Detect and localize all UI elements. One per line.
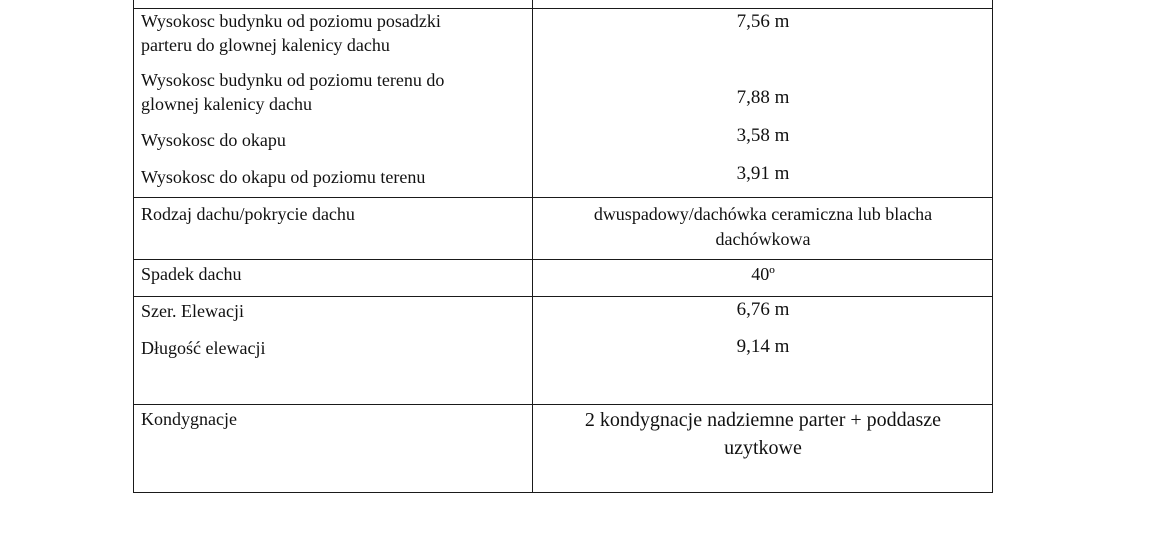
table-row-label: Spadek dachu <box>141 264 242 284</box>
table-row-value: 3,58 m <box>736 125 790 146</box>
table-row-label: Szer. Elewacji <box>141 301 244 321</box>
table-row-value: 3,91 m <box>736 163 790 184</box>
table-row-value: 9,14 m <box>736 336 790 357</box>
table-row-value: 7,56 m <box>736 11 790 32</box>
row-divider <box>134 404 992 405</box>
table-row-value: 6,76 m <box>736 299 790 320</box>
row-divider <box>134 259 992 260</box>
table-row-label: Wysokosc do okapu <box>141 130 286 150</box>
table-row-label: Długość elewacji <box>141 338 266 358</box>
table-row-value: dwuspadowy/dachówka ceramiczna lub blacha dachówkowa <box>593 204 933 249</box>
row-divider <box>134 197 992 198</box>
building-parameters-table <box>133 0 993 493</box>
table-row-label: Wysokosc budynku od poziomu terenu do glownej kalenicy dachu <box>141 70 445 114</box>
table-row-value: 40º <box>751 264 775 284</box>
table-row-value: 2 kondygnacje nadziemne parter + poddasze uzytkowe <box>584 409 942 459</box>
table-row-value: 7,88 m <box>736 87 790 108</box>
table-row-label: Wysokosc budynku od poziomu posadzki parteru do glownej kalenicy dachu <box>141 11 441 55</box>
table-row-label: Wysokosc do okapu od poziomu terenu <box>141 167 426 187</box>
table-row-label: Rodzaj dachu/pokrycie dachu <box>141 204 355 224</box>
table-row-label: Kondygnacje <box>141 409 237 429</box>
